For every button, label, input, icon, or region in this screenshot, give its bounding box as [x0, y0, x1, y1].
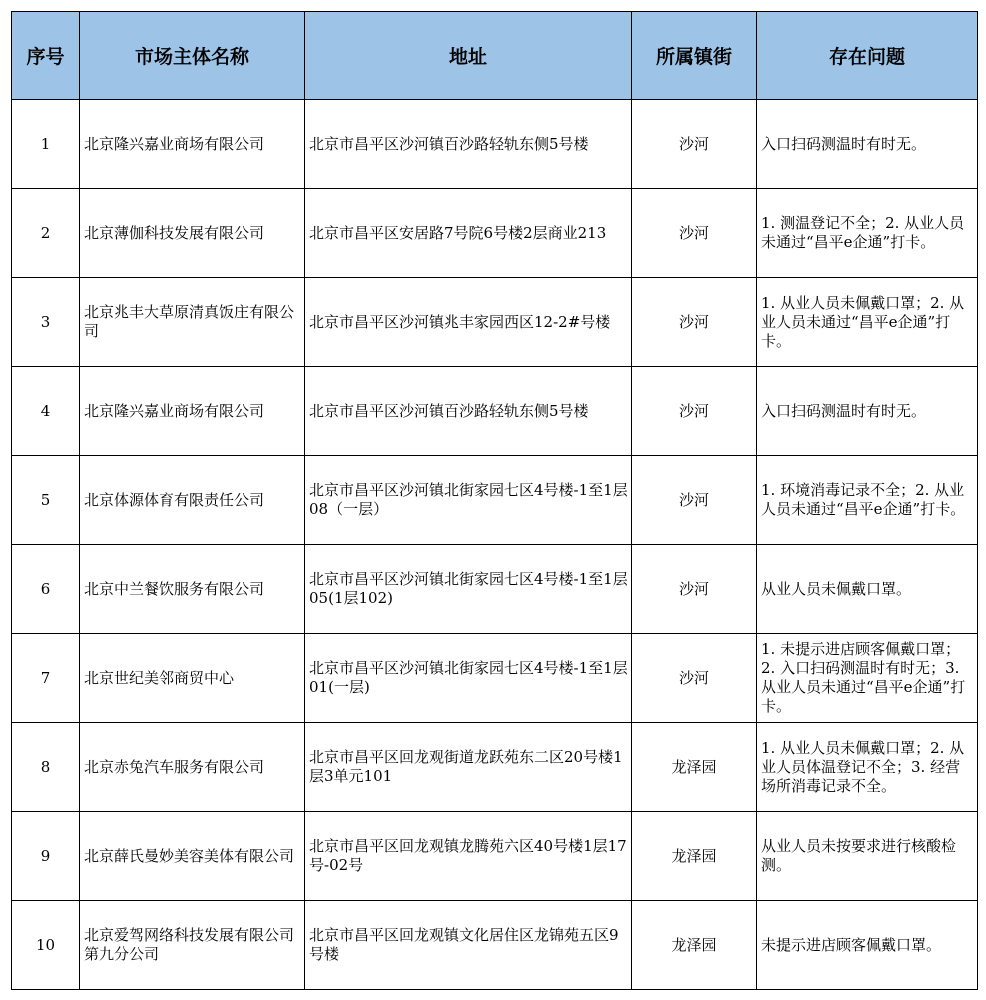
table-row	[12, 634, 978, 723]
header-town: 所属镇街	[632, 12, 757, 100]
cell-issue: 从业人员未佩戴口罩。	[757, 545, 978, 634]
cell-issue: 1. 未提示进店顾客佩戴口罩；2. 入口扫码测温时有时无；3. 从业人员未通过“昌平e企通”打卡。	[757, 634, 978, 723]
cell-issue: 1. 环境消毒记录不全；2. 从业人员未通过“昌平e企通”打卡。	[757, 456, 978, 545]
cell-town: 沙河	[632, 545, 757, 634]
cell-no: 5	[12, 456, 80, 545]
table-row	[12, 189, 978, 278]
cell-name: 北京赤兔汽车服务有限公司	[80, 723, 305, 812]
table-row	[12, 278, 978, 367]
header-issue: 存在问题	[757, 12, 978, 100]
cell-name: 北京中兰餐饮服务有限公司	[80, 545, 305, 634]
cell-name: 北京爱驾网络科技发展有限公司第九分公司	[80, 901, 305, 990]
cell-issue: 1. 测温登记不全；2. 从业人员未通过“昌平e企通”打卡。	[757, 189, 978, 278]
cell-town: 沙河	[632, 278, 757, 367]
table-row	[12, 723, 978, 812]
cell-name: 北京薛氏曼妙美容美体有限公司	[80, 812, 305, 901]
header-row	[12, 12, 978, 100]
cell-name: 北京世纪美邻商贸中心	[80, 634, 305, 723]
cell-address: 北京市昌平区沙河镇百沙路轻轨东侧5号楼	[305, 100, 632, 189]
cell-town: 沙河	[632, 100, 757, 189]
cell-name: 北京隆兴嘉业商场有限公司	[80, 100, 305, 189]
cell-town: 龙泽园	[632, 812, 757, 901]
cell-no: 7	[12, 634, 80, 723]
cell-town: 沙河	[632, 189, 757, 278]
cell-issue: 入口扫码测温时有时无。	[757, 100, 978, 189]
inspection-table	[11, 11, 978, 990]
table-row	[12, 901, 978, 990]
cell-address: 北京市昌平区回龙观镇龙腾苑六区40号楼1层17号-02号	[305, 812, 632, 901]
cell-address: 北京市昌平区沙河镇百沙路轻轨东侧5号楼	[305, 367, 632, 456]
cell-address: 北京市昌平区沙河镇北街家园七区4号楼-1至1层05(1层102)	[305, 545, 632, 634]
cell-issue: 未提示进店顾客佩戴口罩。	[757, 901, 978, 990]
cell-town: 龙泽园	[632, 723, 757, 812]
cell-address: 北京市昌平区安居路7号院6号楼2层商业213	[305, 189, 632, 278]
cell-no: 4	[12, 367, 80, 456]
cell-no: 6	[12, 545, 80, 634]
cell-issue: 1. 从业人员未佩戴口罩；2. 从业人员体温登记不全；3. 经营场所消毒记录不全。	[757, 723, 978, 812]
inspection-table-container	[11, 11, 978, 990]
table-row	[12, 367, 978, 456]
cell-name: 北京隆兴嘉业商场有限公司	[80, 367, 305, 456]
header-name: 市场主体名称	[80, 12, 305, 100]
cell-address: 北京市昌平区回龙观镇文化居住区龙锦苑五区9号楼	[305, 901, 632, 990]
cell-name: 北京体源体育有限责任公司	[80, 456, 305, 545]
cell-town: 龙泽园	[632, 901, 757, 990]
table-body	[12, 100, 978, 990]
cell-issue: 1. 从业人员未佩戴口罩；2. 从业人员未通过“昌平e企通”打卡。	[757, 278, 978, 367]
cell-address: 北京市昌平区沙河镇北街家园七区4号楼-1至1层08（一层）	[305, 456, 632, 545]
table-row	[12, 456, 978, 545]
cell-no: 8	[12, 723, 80, 812]
cell-no: 3	[12, 278, 80, 367]
cell-issue: 从业人员未按要求进行核酸检测。	[757, 812, 978, 901]
cell-address: 北京市昌平区回龙观街道龙跃苑东二区20号楼1层3单元101	[305, 723, 632, 812]
table-row	[12, 545, 978, 634]
cell-no: 1	[12, 100, 80, 189]
cell-no: 2	[12, 189, 80, 278]
cell-address: 北京市昌平区沙河镇兆丰家园西区12-2#号楼	[305, 278, 632, 367]
cell-address: 北京市昌平区沙河镇北街家园七区4号楼-1至1层01(一层)	[305, 634, 632, 723]
cell-town: 沙河	[632, 634, 757, 723]
cell-no: 9	[12, 812, 80, 901]
header-address: 地址	[305, 12, 632, 100]
table-header	[12, 12, 978, 100]
cell-name: 北京兆丰大草原清真饭庄有限公司	[80, 278, 305, 367]
cell-name: 北京薄伽科技发展有限公司	[80, 189, 305, 278]
cell-issue: 入口扫码测温时有时无。	[757, 367, 978, 456]
cell-town: 沙河	[632, 367, 757, 456]
header-no: 序号	[12, 12, 80, 100]
cell-no: 10	[12, 901, 80, 990]
table-row	[12, 812, 978, 901]
cell-town: 沙河	[632, 456, 757, 545]
table-row	[12, 100, 978, 189]
